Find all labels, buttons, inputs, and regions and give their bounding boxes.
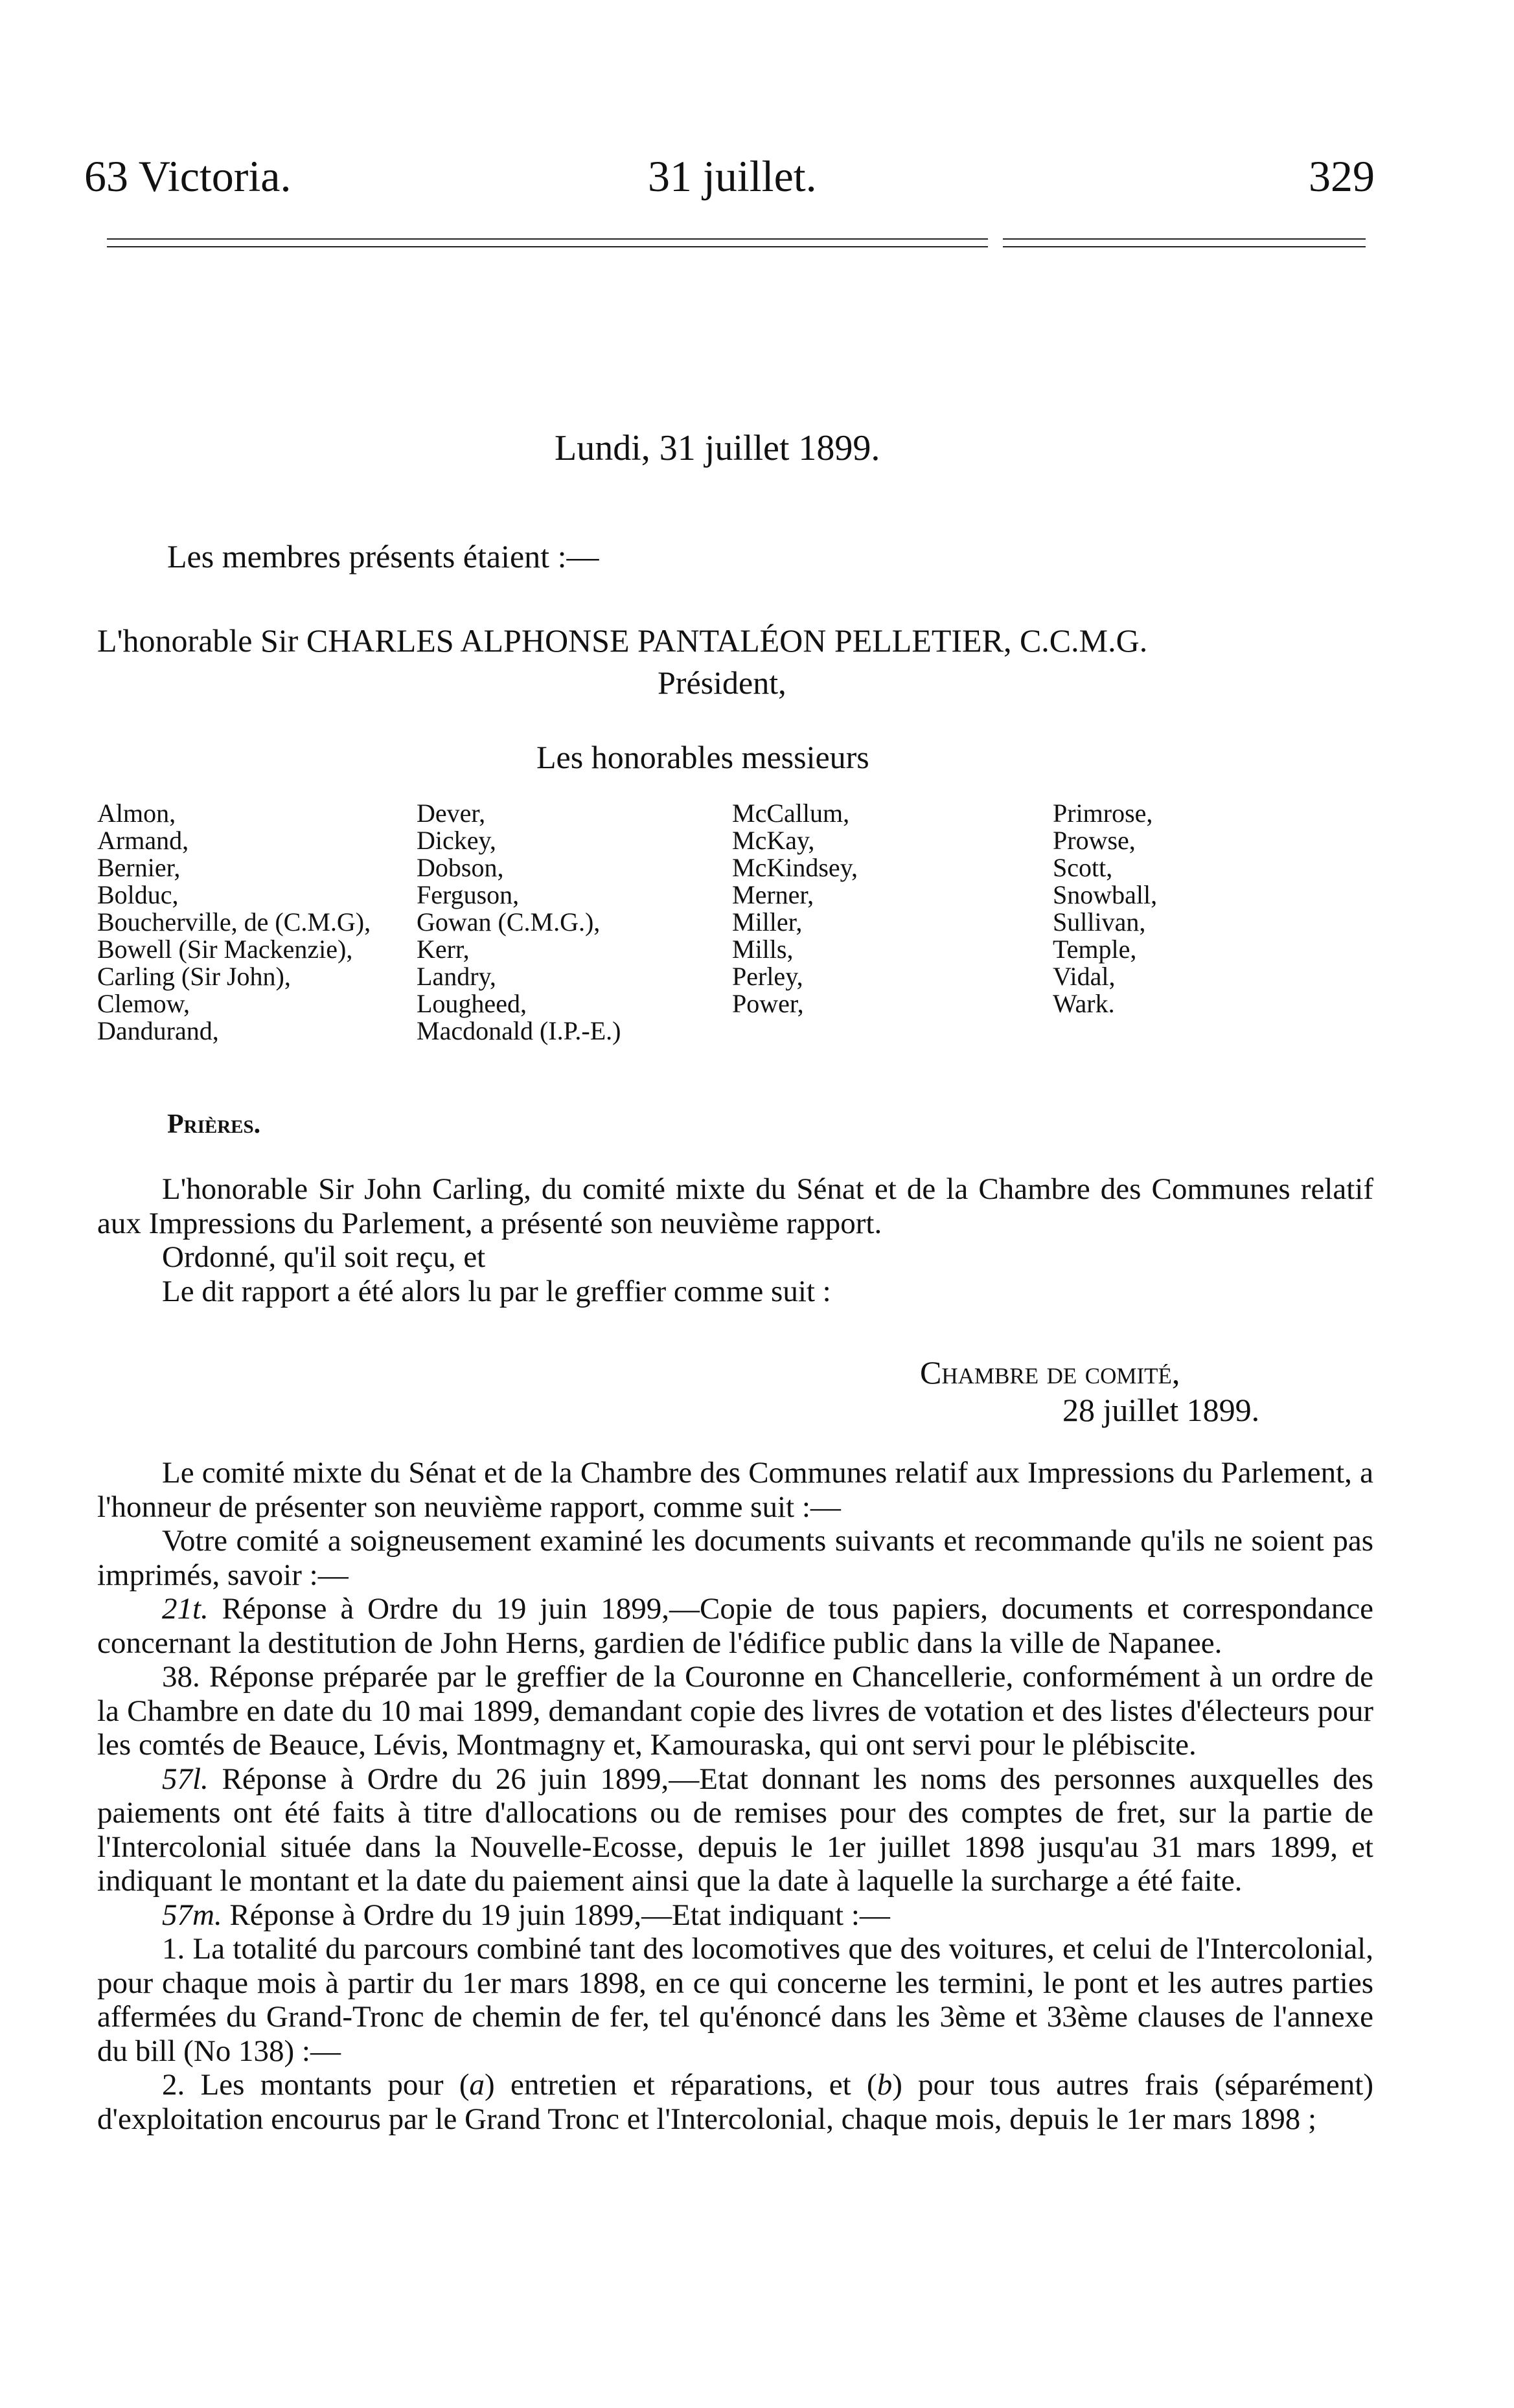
subitem-text: ) pour tous autres frais (séparément) d'exploitation encourus par le Grand Tronc et l'Intercolonial, chaque mois, depuis le 1er mars 1898 ; <box>97 2068 1373 2136</box>
member-name: Merner, <box>732 880 814 909</box>
member-name: Kerr, <box>417 935 470 964</box>
report-presented-paragraph: L'honorable Sir John Carling, du comité mixte du Sénat et de la Chambre des Communes relatif aux Impressions du Parlement, a présenté son neuvième rapport. <box>97 1172 1373 1240</box>
header-session: 63 Victoria. <box>84 152 292 201</box>
proceedings-text <box>97 1172 1373 1308</box>
members-column-4 <box>1053 800 1157 1017</box>
member-name: Prowse, <box>1053 826 1136 855</box>
member-name: Macdonald (I.P.-E.) <box>417 1016 621 1045</box>
member-name: Bolduc, <box>97 880 179 909</box>
session-date: Lundi, 31 juillet 1899. <box>555 428 880 468</box>
header-rule-right-2 <box>1003 246 1366 247</box>
report-body <box>97 1456 1373 2136</box>
members-column-2 <box>417 800 621 1045</box>
speaker-title: Président, <box>658 664 786 701</box>
member-name: Gowan (C.M.G.), <box>417 907 601 937</box>
report-item-38 <box>97 1660 1373 1762</box>
members-column-1 <box>97 800 371 1045</box>
member-name: Bernier, <box>97 853 181 882</box>
member-name: Bowell (Sir Mackenzie), <box>97 935 353 964</box>
header-rule-left <box>107 238 988 240</box>
header-rule-left-2 <box>107 246 988 247</box>
report-subitem-2 <box>97 2068 1373 2136</box>
ordered-paragraph: Ordonné, qu'il soit reçu, et <box>162 1240 486 1274</box>
member-name: McCallum, <box>732 799 850 828</box>
report-place: Chambre de comité, <box>920 1354 1180 1391</box>
member-name: Landry, <box>417 962 496 991</box>
header-date: 31 juillet. <box>648 152 817 201</box>
honorables-heading: Les honorables messieurs <box>536 739 869 775</box>
page-number: 329 <box>1309 152 1375 201</box>
member-name: Dobson, <box>417 853 504 882</box>
item-number: 38. <box>162 1660 200 1694</box>
subitem-text: ) entretien et réparations, et ( <box>485 2068 877 2102</box>
prayers-heading: Prières. <box>167 1109 261 1139</box>
member-name: Lougheed, <box>417 989 527 1018</box>
item-number: 21t. <box>162 1592 209 1626</box>
member-name: Almon, <box>97 799 176 828</box>
report-recommendation: Votre comité a soigneusement examiné les documents suivants et recommande qu'ils ne soient pas imprimés, savoir :— <box>97 1524 1373 1592</box>
item-number: 57m. <box>162 1898 222 1932</box>
member-name: McKindsey, <box>732 853 858 882</box>
member-name: Sullivan, <box>1053 907 1146 937</box>
item-text: Réponse à Ordre du 26 juin 1899,—Etat donnant les noms des personnes auxquelles des paiements ont été faits à titre d'allocations ou de remises pour des comptes de fret, sur la partie de l'Intercolonial située dans la Nouvelle-Ecosse, depuis le 1er juillet 1898 jusqu'au 31 mars 1899, et indiquant le montant et la date du paiement ainsi que la date à laquelle la surcharge a été faite. <box>97 1762 1374 1898</box>
read-paragraph: Le dit rapport a été alors lu par le greffier comme suit : <box>162 1274 831 1308</box>
item-number: 57l. <box>162 1762 209 1796</box>
report-item-21t <box>97 1592 1373 1660</box>
member-name: McKay, <box>732 826 815 855</box>
member-name: Armand, <box>97 826 189 855</box>
members-intro: Les membres présents étaient :— <box>167 538 599 574</box>
member-name: Dandurand, <box>97 1016 219 1045</box>
member-name: Clemow, <box>97 989 190 1018</box>
report-item-57m <box>97 1898 1373 1933</box>
speaker-name: L'honorable Sir CHARLES ALPHONSE PANTALÉON PELLETIER, C.C.M.G. <box>97 622 1148 659</box>
member-name: Power, <box>732 989 804 1018</box>
member-name: Ferguson, <box>417 880 520 909</box>
report-item-57l <box>97 1762 1373 1898</box>
report-date: 28 juillet 1899. <box>1062 1392 1260 1428</box>
member-name: Scott, <box>1053 853 1113 882</box>
member-name: Snowball, <box>1053 880 1158 909</box>
member-name: Dickey, <box>417 826 496 855</box>
item-text: Réponse préparée par le greffier de la Couronne en Chancellerie, conformément à un ordre de la Chambre en date du 10 mai 1899, demandant copie des livres de votation et des listes d'électeurs pour les comtés de Beauce, Lévis, Montmagny et, Kamouraska, qui ont servi pour le plébiscite. <box>97 1660 1374 1762</box>
item-text: Réponse à Ordre du 19 juin 1899,—Etat indiquant :— <box>229 1898 890 1932</box>
member-name: Carling (Sir John), <box>97 962 291 991</box>
member-name: Miller, <box>732 907 803 937</box>
report-subitem-1: 1. La totalité du parcours combiné tant des locomotives que des voitures, et celui de l'Intercolonial, pour chaque mois à partir du 1er mars 1898, en ce qui concerne les termini, le pont et les autres parties affermées du Grand-Tronc de chemin de fer, tel qu'énoncé dans les 3ème et 33ème clauses de l'annexe du bill (No 138) :— <box>97 1932 1373 2068</box>
members-column-3 <box>732 800 858 1017</box>
report-intro: Le comité mixte du Sénat et de la Chambre des Communes relatif aux Impressions du Parlement, a l'honneur de présenter son neuvième rapport, comme suit :— <box>97 1456 1373 1524</box>
member-name: Perley, <box>732 962 803 991</box>
subitem-letter: b <box>877 2068 893 2102</box>
member-name: Mills, <box>732 935 794 964</box>
subitem-text: 2. Les montants pour ( <box>162 2068 470 2102</box>
member-name: Vidal, <box>1053 962 1116 991</box>
member-name: Wark. <box>1053 989 1115 1018</box>
member-name: Dever, <box>417 799 486 828</box>
member-name: Temple, <box>1053 935 1137 964</box>
subitem-letter: a <box>469 2068 485 2102</box>
header-rule-right <box>1003 238 1366 240</box>
item-text: Réponse à Ordre du 19 juin 1899,—Copie de tous papiers, documents et correspondance concernant la destitution de John Herns, gardien de l'édifice public dans la ville de Napanee. <box>97 1592 1373 1660</box>
member-name: Boucherville, de (C.M.G), <box>97 907 371 937</box>
member-name: Primrose, <box>1053 799 1153 828</box>
